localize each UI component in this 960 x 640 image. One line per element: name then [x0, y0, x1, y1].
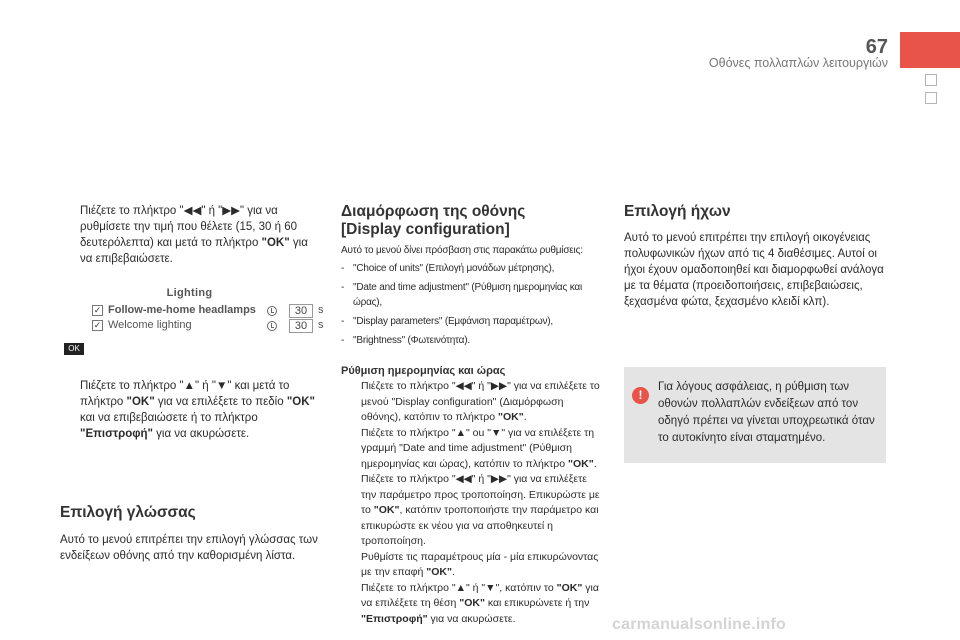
rewind-icon: ◀◀ — [455, 380, 472, 392]
duration-value[interactable]: 30 — [289, 304, 313, 318]
page-number: 67 — [865, 36, 888, 58]
nav-square-2 — [925, 92, 937, 104]
list-item: - "Date and time adjustment" (Ρύθμιση ημερομηνίας και ώρας), — [341, 282, 582, 308]
step-item: Πιέζετε το πλήκτρο "◀◀" ή "▶▶" για να επιλέξετε το μενού "Display configuration" (Διαμόρφωση οθόνης), κατόπιν το πλήκτρο "OK". — [361, 380, 600, 423]
chapter-tab — [900, 32, 960, 68]
step-adjust-value: Πιέζετε το πλήκτρο "◀◀" ή "▶▶" για να ρυθμίσετε την τιμή που θέλετε (15, 30 ή 60 δευτερόλεπτα) και μετά το πλήκτρο "OK" για να επιβεβαιώσετε. — [80, 205, 308, 265]
language-text: Αυτό το μενού επιτρέπει την επιλογή γλώσσας των ενδείξεων οθόνης από την καθορισμένη λίστα. — [60, 534, 318, 562]
display-config-heading: Διαμόρφωση της οθόνης [Display configuration] — [341, 203, 526, 238]
lighting-screen — [82, 287, 324, 339]
lighting-title: Lighting — [166, 287, 213, 299]
up-arrow-icon: ▲ — [455, 426, 467, 439]
step-confirm: Πιέζετε το πλήκτρο "▲" ή "▼" και μετά το πλήκτρο "OK" για να επιλέξετε το πεδίο "OK" και να επιβεβαιώσετε ή το πλήκτρο "Επιστροφή" για να ακυρώσετε. — [80, 380, 315, 440]
display-config-list — [341, 261, 603, 348]
up-arrow-icon: ▲ — [455, 581, 467, 594]
watermark: carmanualsonline.info — [612, 616, 787, 633]
forward-icon: ▶▶ — [490, 473, 508, 485]
language-heading: Επιλογή γλώσσας — [60, 504, 196, 521]
sounds-heading: Επιλογή ήχων — [624, 203, 731, 220]
clock-icon — [267, 321, 277, 331]
safety-note — [624, 367, 886, 463]
duration-value[interactable]: 30 — [289, 319, 313, 333]
display-config-intro: Αυτό το μενού δίνει πρόσβαση στις παρακάτω ρυθμίσεις: — [341, 245, 583, 256]
step-item: Πιέζετε το πλήκτρο "▲" ou "▼" για να επιλέξετε τη γραμμή "Date and time adjustment" (Ρύθμιση ημερομηνίας και ώρας), κατόπιν το πλήκτρο "OK". — [361, 426, 597, 470]
rewind-icon: ◀◀ — [455, 473, 472, 485]
ok-key-icon: OK — [64, 343, 84, 355]
column-3 — [624, 203, 886, 310]
checkbox-checked-icon[interactable]: ✓ — [93, 320, 102, 330]
up-arrow-icon: ▲ — [183, 380, 195, 392]
date-time-heading: Ρύθμιση ημερομηνίας και ώρας — [341, 365, 506, 377]
sounds-text: Αυτό το μενού επιτρέπει την επιλογή οικογένειας πολυφωνικών ήχων από τις 4 διαθέσιμες. Αυτοί οι ήχοι έχουν ομαδοποιηθεί και διαμορφωθεί ανάλογα με τα θέματα (προειδοποιήσεις, επιβεβαιώσεις, ξεχασμένα φώτα, ξεχασμένο κλειδί κλπ). — [624, 232, 884, 308]
list-item: - "Brightness" (Φωτεινότητα). — [341, 335, 470, 346]
rewind-icon: ◀◀ — [183, 205, 202, 217]
nav-square-1 — [925, 74, 937, 86]
down-arrow-icon: ▼ — [215, 380, 228, 392]
column-2 — [341, 203, 603, 627]
warning-icon: ! — [632, 387, 649, 404]
lighting-row-welcome[interactable]: ✓ Welcome lighting 30 s — [93, 319, 324, 332]
column-1 — [60, 203, 322, 267]
list-item: - "Display parameters" (Εμφάνιση παραμέτρων), — [341, 316, 553, 327]
down-arrow-icon: ▼ — [485, 581, 496, 594]
forward-icon: ▶▶ — [490, 380, 508, 392]
clock-icon — [267, 306, 277, 316]
page-header: Οθόνες πολλαπλών λειτουργιών — [708, 56, 888, 70]
safety-note-text: Για λόγους ασφάλειας, η ρύθμιση των οθονών πολλαπλών ενδείξεων από τον οδηγό πρέπει να γίνεται υποχρεωτικά όταν το αυτοκίνητο είναι σταματημένο. — [658, 381, 875, 444]
step-item: Πιέζετε το πλήκτρο "▲" ή "▼", κατόπιν το "OK" για να επιλέξετε τη θέση "OK" και επικυρώνετε ή την "Επιστροφή" για να ακυρώσετε. — [361, 581, 599, 625]
lighting-row-follow-me-home[interactable]: ✓ Follow-me-home headlamps 30 s — [93, 304, 324, 317]
date-time-steps — [341, 379, 603, 627]
step-item: Πιέζετε το πλήκτρο "◀◀" ή "▶▶" για να επιλέξετε την παράμετρο προς τροποποίηση. Επικυρώστε με το "OK", κατόπιν τροποποιήστε την παράμετρο και επικυρώστε εκ νέου για να αποθηκευτεί η τροποποίηση. — [361, 473, 600, 547]
checkbox-checked-icon[interactable]: ✓ — [93, 305, 102, 315]
step-item: Ρυθμίστε τις παραμέτρους μία - μία επικυρώνοντας με την επαφή "OK". — [361, 550, 599, 578]
list-item: - "Choice of units" (Επιλογή μονάδων μέτρησης), — [341, 263, 555, 274]
column-1-lower — [60, 378, 322, 564]
forward-icon: ▶▶ — [222, 205, 240, 217]
down-arrow-icon: ▼ — [490, 426, 502, 439]
